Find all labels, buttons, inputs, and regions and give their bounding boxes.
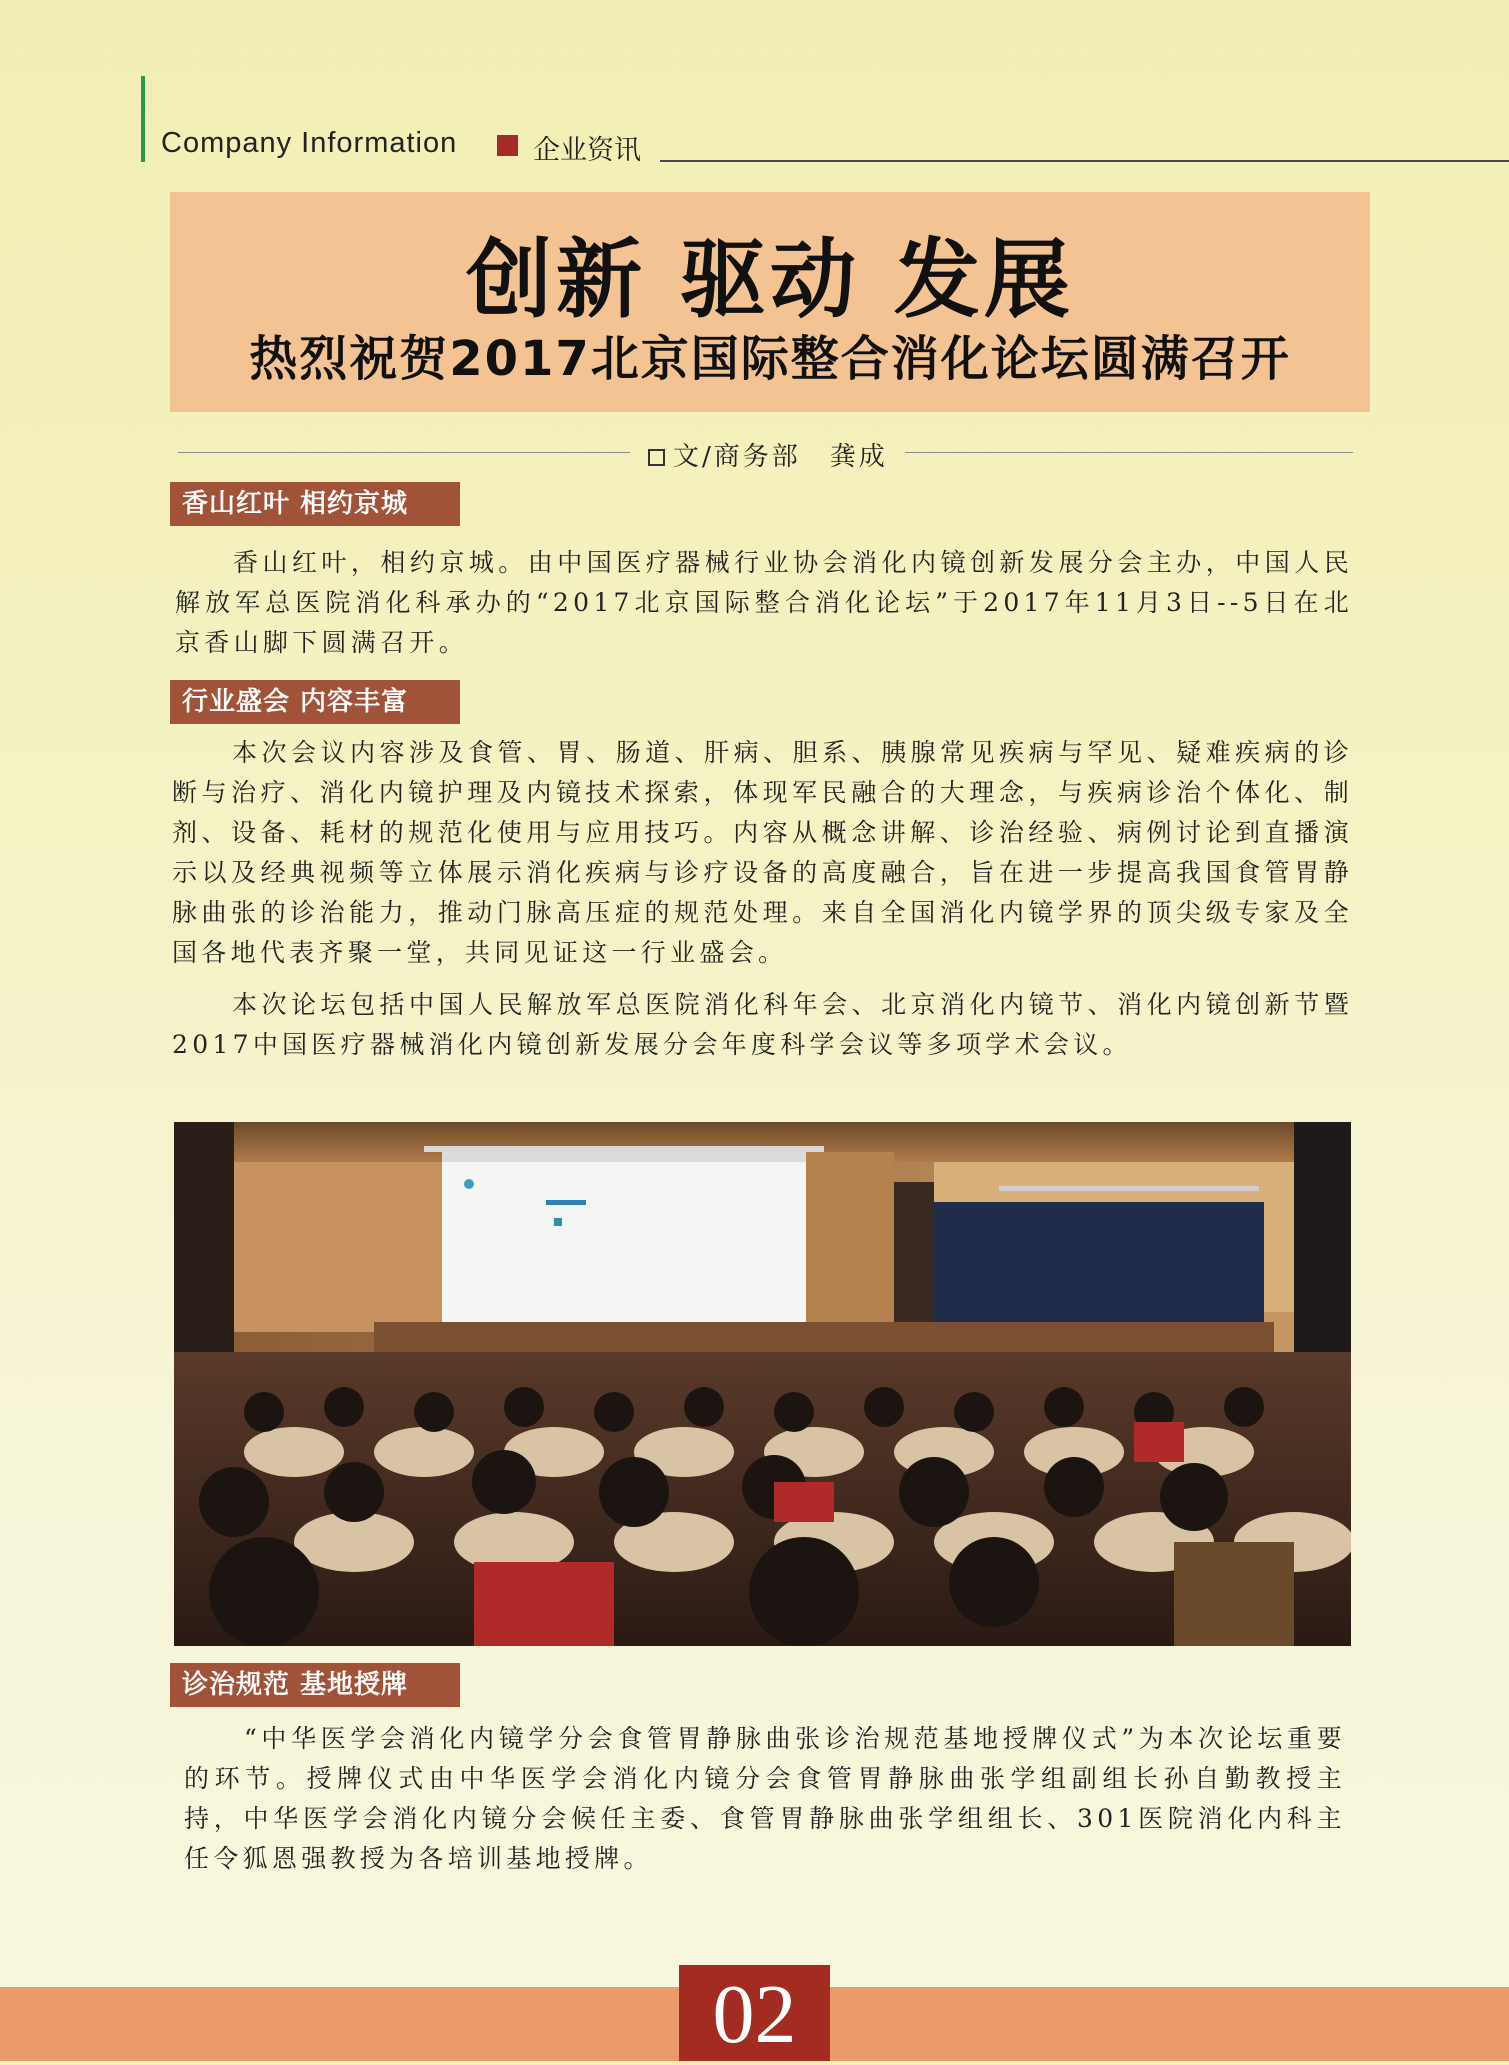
paragraph: “中华医学会消化内镜学分会食管胃静脉曲张诊治规范基地授牌仪式”为本次论坛重要的环节。授牌仪式由中华医学会消化内镜分会食管胃静脉曲张学组副组长孙自勤教授主持，中华医学会消化内镜分会候任主委、食管胃静脉曲张学组组长、301医院消化内科主任令狐恩强教授为各培训基地授牌。 — [184, 1724, 1346, 1873]
section-label-en: Company Information — [161, 127, 458, 159]
section-heading: 行业盛会 内容丰富 — [170, 680, 460, 724]
page-number-box — [679, 1965, 830, 2061]
section-heading: 诊治规范 基地授牌 — [170, 1663, 460, 1707]
title-banner — [170, 192, 1370, 412]
section-heading: 香山红叶 相约京城 — [170, 482, 460, 526]
byline-rule-left — [178, 452, 630, 453]
byline-box-icon — [648, 449, 665, 466]
section-label-cn: 企业资讯 — [533, 135, 641, 166]
article-subtitle: 热烈祝贺2017北京国际整合消化论坛圆满召开 — [249, 331, 1291, 387]
conference-photo — [174, 1122, 1351, 1646]
paragraph: 本次论坛包括中国人民解放军总医院消化科年会、北京消化内镜节、消化内镜创新节暨2017中国医疗器械消化内镜创新发展分会年度科学会议等多项学术会议。 — [172, 990, 1353, 1059]
article-title: 创新 驱动 发展 — [466, 230, 1074, 330]
byline-text: 文/商务部 龚成 — [673, 442, 888, 472]
paragraph: 本次会议内容涉及食管、胃、肠道、肝病、胆系、胰腺常见疾病与罕见、疑难疾病的诊断与治疗、消化内镜护理及内镜技术探索，体现军民融合的大理念，与疾病诊治个体化、制剂、设备、耗材的规范化使用与应用技巧。内容从概念讲解、诊治经验、病例讨论到直播演示以及经典视频等立体展示消化疾病与诊疗设备的高度融合，旨在进一步提高我国食管胃静脉曲张的诊治能力，推动门脉高压症的规范处理。来自全国消化内镜学界的顶尖级专家及全国各地代表齐聚一堂，共同见证这一行业盛会。 — [172, 738, 1353, 967]
paragraph: 香山红叶，相约京城。由中国医疗器械行业协会消化内镜创新发展分会主办，中国人民解放军总医院消化科承办的“2017北京国际整合消化论坛”于2017年11月3日--5日在北京香山脚下圆满召开。 — [175, 548, 1353, 657]
byline-rule-right — [905, 452, 1353, 453]
header-rule — [660, 160, 1509, 162]
header-accent-bar — [141, 76, 145, 162]
byline — [648, 436, 888, 473]
section-marker-square — [497, 135, 518, 156]
page-number: 02 — [712, 1968, 797, 2061]
